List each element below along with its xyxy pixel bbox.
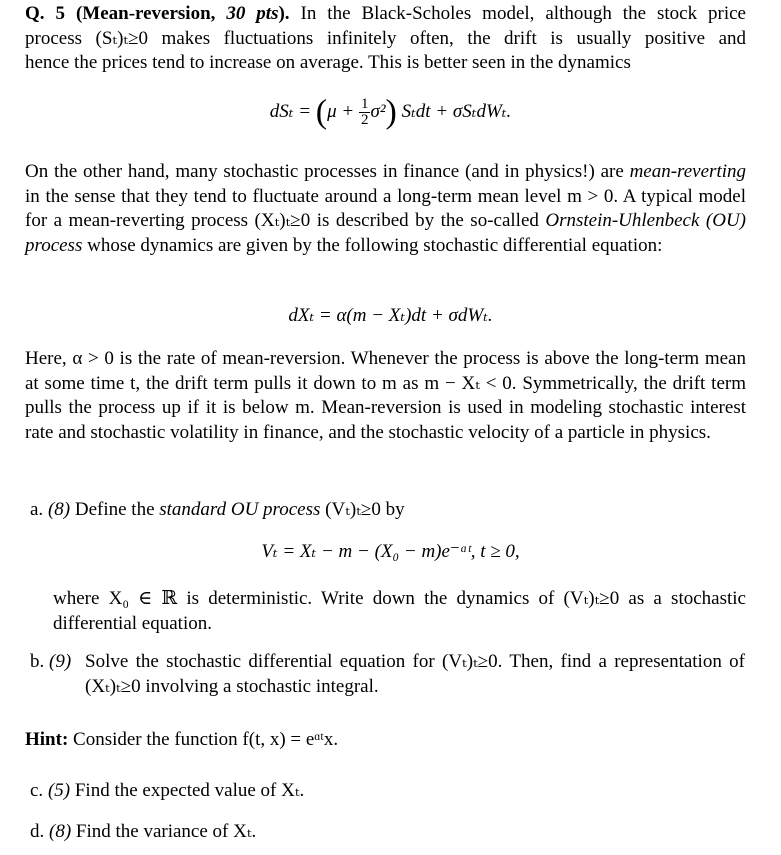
item-a-body: where X₀ ∈ ℝ is deterministic. Write down the dynamics of (Vₜ)ₜ≥0 as a stochastic differential equation. (53, 588, 746, 634)
item-c (30, 779, 751, 804)
item-a-points: (8) (47, 499, 71, 520)
intro-line-1: In the Black-Scholes model, although the stock price (300, 3, 746, 24)
question-points: 30 pts (226, 3, 279, 24)
term-ou-process: Ornstein-Uhlenbeck (OU) process (25, 210, 746, 256)
intro-line-2: process (Sₜ)ₜ≥0 makes fluctuations infinitely often, the drift is usually positive and (25, 27, 746, 49)
term-standard-ou: standard OU process (159, 499, 321, 520)
question-title: (Mean-reversion, (75, 3, 216, 24)
item-c-text: Find the expected value of Xₜ. (74, 780, 305, 801)
fraction-one-half: $\frac{1}{2}$ (360, 96, 369, 129)
term-mean-reverting: mean-reverting (629, 161, 746, 182)
equation-ou: dXₜ = α(m − Xₜ)dt + σdWₜ. (288, 305, 493, 326)
item-d (30, 820, 751, 845)
item-c-points: (5) (47, 780, 71, 801)
item-d-text: Find the variance of Xₜ. (75, 821, 257, 842)
item-a: a. (8) Define the standard OU process (Vₜ)ₜ≥0 by (30, 499, 405, 520)
item-b-points: (9) (49, 651, 72, 672)
hint (25, 728, 746, 753)
intro-line-3: hence the prices tend to increase on average. This is better seen in the dynamics (25, 52, 631, 73)
item-b-label: b. (30, 651, 45, 672)
item-d-points: (8) (49, 821, 72, 842)
item-a-label: a. (30, 499, 44, 520)
item-b-body: Solve the stochastic differential equation for (Vₜ)ₜ≥0. Then, find a representation of (Xₜ)ₜ≥0 involving a stochastic integral. (85, 651, 745, 697)
ou-paragraph: On the other hand, many stochastic processes in finance (and in physics!) are mean-reverting in the sense that they tend to fluctuate around a long-term mean level m > 0. A typical model for a mean-reverting process (Xₜ)ₜ≥0 is described by the so-called Ornstein-Uhlenbeck (OU) process whose dynamics are given by the following stochastic differential equation: (25, 161, 746, 256)
equation-black-scholes: dSₜ = (μ + $\frac{1}{2}$ σ²) Sₜdt + σSₜdWₜ. (269, 93, 512, 131)
question-number: Q. 5 (25, 3, 65, 24)
equation-standard-ou: Vₜ = Xₜ − m − (X₀ − m)e⁻ᵅᵗ, t ≥ 0, (261, 541, 520, 562)
item-d-label: d. (30, 821, 45, 842)
item-c-label: c. (30, 780, 44, 801)
hint-label: Hint: (25, 729, 69, 750)
hint-text: Consider the function f(t, x) = eᵅᵗx. (73, 729, 339, 750)
mean-reversion-paragraph: Here, α > 0 is the rate of mean-reversion. Whenever the process is above the long-term mean at some time t, the drift term pulls it down to m as m − Xₜ < 0. Symmetrically, the drift term pulls the process up if it is below m. Mean-reversion is used in modeling stochastic interest rate and stochastic volatility in finance, and the stochastic velocity of a particle in physics. (25, 348, 746, 443)
intro-paragraph: Q. 5 (Mean-reversion, 30 pts). In the Black-Scholes model, although the stock price process (Sₜ)ₜ≥0 makes fluctuations infinitely often, the drift is usually positive and hence the prices tend to increase on average. This is better seen in the dynamics (25, 2, 746, 76)
